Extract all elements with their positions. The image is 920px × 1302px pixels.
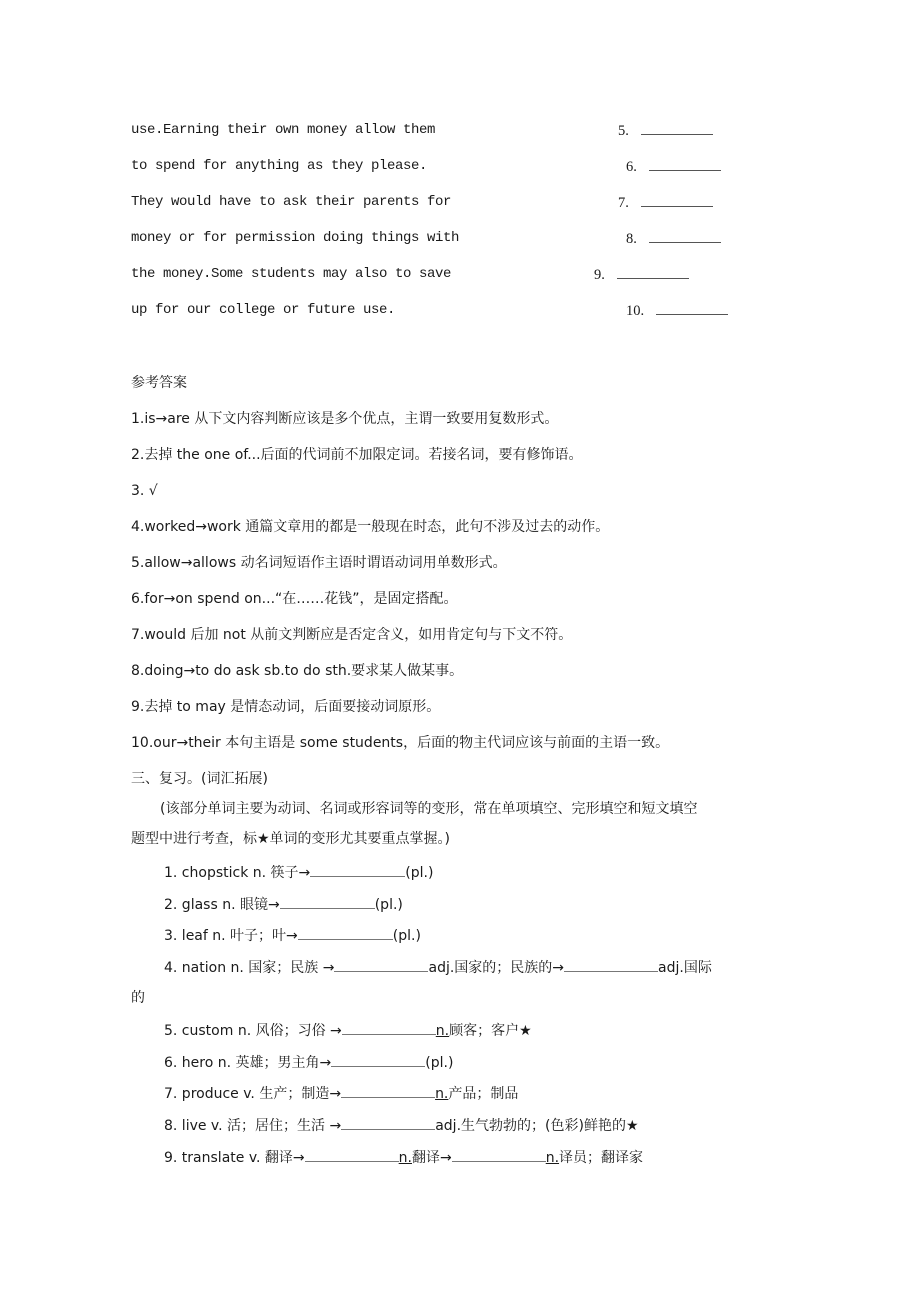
review-intro: 题型中进行考查，标★单词的变形尤其要重点掌握。) [131, 831, 451, 847]
blank-number: 10. [626, 303, 645, 319]
answer-item: 7.would 后加 not 从前文判断应是否定含义，如用肯定句与下文不符。 [131, 627, 573, 643]
answer-item: 6.for→on spend on...“在……花钱”，是固定搭配。 [131, 591, 458, 607]
answer-item: 10.our→their 本句主语是 some students，后面的物主代词应该与前面的主语一致。 [131, 735, 670, 751]
answer-blank-7[interactable] [618, 192, 713, 213]
vocab-text: adj.国家的；民族的→ [428, 960, 565, 976]
vocab-text: (pl.) [374, 897, 403, 913]
vocab-text: adj.国际 [658, 960, 712, 976]
vocab-text: (pl.) [425, 1055, 454, 1071]
blank-number: 6. [626, 159, 637, 175]
blank-number: 5. [618, 123, 629, 139]
vocab-item-1 [164, 862, 433, 883]
vocab-pos: n. [398, 1150, 412, 1166]
vocab-item-2 [164, 894, 403, 915]
passage-line: money or for permission doing things with [131, 230, 460, 246]
vocab-text: (pl.) [405, 865, 434, 881]
fill-blank[interactable] [341, 1115, 435, 1130]
vocab-pos: n. [545, 1150, 560, 1166]
answer-item: 8.doing→to do ask sb.to do sth.要求某人做某事。 [131, 663, 464, 679]
vocab-text: 6. hero n. 英雄；男主角→ [164, 1055, 332, 1071]
vocab-text: 产品；制品 [448, 1086, 519, 1102]
fill-blank[interactable] [280, 894, 375, 909]
vocab-text: 2. glass n. 眼镜→ [164, 897, 280, 913]
fill-blank[interactable] [342, 1020, 436, 1035]
vocab-item-3 [164, 925, 421, 946]
vocab-item-5 [164, 1020, 532, 1041]
blank-line[interactable] [617, 264, 689, 279]
vocab-item-4 [164, 957, 712, 978]
vocab-text: 译员；翻译家 [559, 1150, 644, 1166]
review-intro: (该部分单词主要为动词、名词或形容词等的变形，常在单项填空、完形填空和短文填空 [160, 801, 698, 817]
vocab-item-8 [164, 1115, 639, 1136]
passage-line: up for our college or future use. [131, 302, 396, 318]
vocab-text: 1. chopstick n. 筷子→ [164, 865, 311, 881]
review-heading: 三、复习。(词汇拓展) [131, 771, 268, 787]
fill-blank[interactable] [341, 1083, 435, 1098]
fill-blank[interactable] [298, 925, 393, 940]
answer-blank-5[interactable] [618, 120, 713, 141]
vocab-item-4-wrap: 的 [131, 990, 145, 1006]
blank-line[interactable] [649, 156, 721, 171]
vocab-text: 翻译→ [411, 1150, 452, 1166]
vocab-item-6 [164, 1052, 453, 1073]
vocab-pos: n. [435, 1086, 449, 1102]
answer-key-heading: 参考答案 [131, 375, 187, 391]
vocab-item-7 [164, 1083, 518, 1104]
blank-number: 8. [626, 231, 637, 247]
answer-blank-9[interactable] [594, 264, 689, 285]
blank-number: 9. [594, 267, 605, 283]
passage-line: the money.Some students may also to save [131, 266, 452, 282]
blank-line[interactable] [656, 300, 728, 315]
vocab-text: 7. produce v. 生产；制造→ [164, 1086, 342, 1102]
answer-item: 4.worked→work 通篇文章用的都是一般现在时态，此句不涉及过去的动作。 [131, 519, 610, 535]
passage-line: They would have to ask their parents for [131, 194, 452, 210]
fill-blank[interactable] [564, 957, 658, 972]
blank-number: 7. [618, 195, 629, 211]
fill-blank[interactable] [331, 1052, 425, 1067]
vocab-text: 9. translate v. 翻译→ [164, 1150, 305, 1166]
fill-blank[interactable] [310, 862, 405, 877]
vocab-text: 顾客；客户★ [449, 1023, 532, 1039]
vocab-pos: n. [435, 1023, 450, 1039]
answer-item: 3. √ [131, 483, 158, 499]
blank-line[interactable] [641, 120, 713, 135]
fill-blank[interactable] [334, 957, 428, 972]
passage-line: use.Earning their own money allow them [131, 122, 436, 138]
blank-line[interactable] [641, 192, 713, 207]
answer-blank-10[interactable] [626, 300, 728, 321]
blank-line[interactable] [649, 228, 721, 243]
answer-item: 1.is→are 从下文内容判断应该是多个优点，主谓一致要用复数形式。 [131, 411, 559, 427]
vocab-text: (pl.) [392, 928, 421, 944]
vocab-item-9 [164, 1147, 643, 1168]
vocab-text: 8. live v. 活；居住；生活 → [164, 1118, 342, 1134]
fill-blank[interactable] [305, 1147, 399, 1162]
answer-item: 9.去掉 to may 是情态动词，后面要接动词原形。 [131, 699, 441, 715]
answer-blank-6[interactable] [626, 156, 721, 177]
answer-item: 2.去掉 the one of...后面的代词前不加限定词。若接名词，要有修饰语。 [131, 447, 583, 463]
vocab-text: adj.生气勃勃的；(色彩)鲜艳的★ [435, 1118, 639, 1134]
vocab-text: 5. custom n. 风俗；习俗 → [164, 1023, 342, 1039]
vocab-text: 4. nation n. 国家；民族 → [164, 960, 335, 976]
answer-blank-8[interactable] [626, 228, 721, 249]
fill-blank[interactable] [452, 1147, 546, 1162]
vocab-text: 3. leaf n. 叶子；叶→ [164, 928, 298, 944]
answer-item: 5.allow→allows 动名词短语作主语时谓语动词用单数形式。 [131, 555, 507, 571]
passage-line: to spend for anything as they please. [131, 158, 428, 174]
